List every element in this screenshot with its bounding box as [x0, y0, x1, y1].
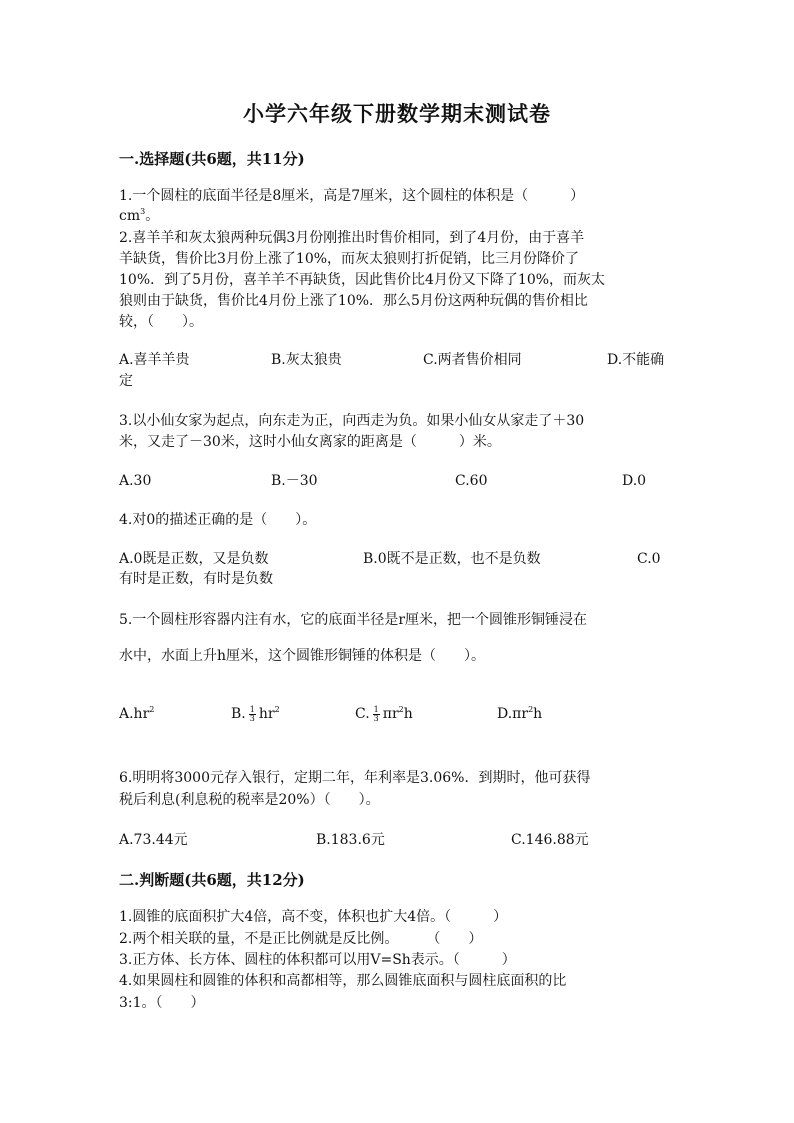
question-5-option-a[interactable] [119, 704, 154, 724]
option-text: D.πr [497, 706, 529, 722]
question-3-line-2: 米，又走了－30米，这时小仙女离家的距离是（ ）米。 [119, 434, 501, 450]
question-4-option-c-continued: 有时是正数，有时是负数 [119, 571, 273, 587]
option-text: hr [258, 706, 275, 722]
judgment-question-3: 3.正方体、长方体、圆柱的体积都可以用V=Sh表示。（ ） [119, 952, 516, 968]
question-2-line-5: 较，（ ）。 [119, 314, 203, 330]
punctuation: 。 [145, 208, 160, 224]
question-2-line-3: 10%．到了5月份，喜羊羊不再缺货，因此售价比4月份又下降了10%，而灰太 [119, 272, 606, 288]
question-2-line-2: 羊缺货，售价比3月份上涨了10%，而灰太狼则打折促销，比三月份降价了 [119, 251, 580, 267]
option-text: h [403, 706, 413, 722]
page-title: 小学六年级下册数学期末测试卷 [243, 101, 551, 126]
question-1-line-2 [119, 206, 159, 226]
question-3-option-d[interactable]: D.0 [622, 473, 647, 489]
unit-text: cm [119, 208, 141, 224]
question-2-option-d-continued: 定 [119, 373, 133, 389]
question-1-line-1: 1.一个圆柱的底面半径是8厘米，高是7厘米，这个圆柱的体积是（ ） [119, 188, 585, 204]
judgment-question-4-line-1: 4.如果圆柱和圆锥的体积和高都相等，那么圆锥底面积与圆柱底面积的比 [119, 973, 567, 989]
fraction [373, 706, 380, 723]
question-3-option-c[interactable]: C.60 [455, 473, 488, 489]
question-4-option-a[interactable]: A.0既是正数，又是负数 [119, 551, 269, 567]
question-3-option-a[interactable]: A.30 [119, 473, 152, 489]
superscript: 3 [140, 207, 146, 216]
question-2-option-d[interactable]: D.不能确 [607, 352, 665, 368]
superscript: 2 [274, 705, 280, 714]
superscript: 2 [528, 705, 534, 714]
fraction [249, 706, 256, 723]
question-6-option-a[interactable]: A.73.44元 [119, 832, 188, 848]
judgment-question-4-line-2: 3:1。（ ） [119, 995, 205, 1011]
question-2-option-b[interactable]: B.灰太狼贵 [271, 352, 342, 368]
question-2-line-4: 狼则由于缺货，售价比4月份上涨了10%．那么5月份这两种玩偶的售价相比 [119, 293, 588, 309]
question-2-line-1: 2.喜羊羊和灰太狼两种玩偶3月份刚推出时售价相同，到了4月份，由于喜羊 [119, 230, 585, 246]
question-2-option-a[interactable]: A.喜羊羊贵 [119, 352, 190, 368]
option-text: C. [355, 706, 370, 722]
question-5-option-c[interactable] [355, 704, 413, 724]
numerator: 1 [249, 704, 255, 714]
option-text: A.hr [119, 706, 150, 722]
superscript: 2 [398, 705, 404, 714]
judgment-question-1: 1.圆锥的底面积扩大4倍，高不变，体积也扩大4倍。（ ） [119, 909, 508, 925]
judgment-question-2: 2.两个相关联的量，不是正比例就是反比例。 （ ） [119, 931, 483, 947]
question-3-option-b[interactable]: B.－30 [271, 473, 318, 489]
option-text: πr [382, 706, 399, 722]
question-5-line-2: 水中，水面上升h厘米，这个圆锥形铜锤的体积是（ ）。 [119, 648, 486, 664]
question-6-line-2: 税后利息(利息税的税率是20%）（ ）。 [119, 792, 380, 808]
option-text: h [533, 706, 543, 722]
question-4-option-c[interactable]: C.0 [637, 551, 661, 567]
section-header-judgment: 二.判断题(共6题，共12分) [119, 871, 305, 889]
question-4-line-1: 4.对0的描述正确的是（ ）。 [119, 512, 317, 528]
numerator: 1 [373, 704, 379, 714]
question-5-option-b[interactable] [231, 704, 280, 724]
question-2-option-c[interactable]: C.两者售价相同 [423, 352, 522, 368]
section-header-choice: 一.选择题(共6题，共11分) [119, 150, 305, 168]
question-5-option-d[interactable] [497, 704, 542, 724]
question-5-line-1: 5.一个圆柱形容器内注有水，它的底面半径是r厘米，把一个圆锥形铜锤浸在 [119, 612, 588, 628]
question-4-option-b[interactable]: B.0既不是正数，也不是负数 [363, 551, 541, 567]
superscript: 2 [149, 705, 155, 714]
question-6-option-c[interactable]: C.146.88元 [511, 832, 589, 848]
question-6-option-b[interactable]: B.183.6元 [316, 832, 385, 848]
question-6-line-1: 6.明明将3000元存入银行，定期二年，年利率是3.06%．到期时，他可获得 [119, 770, 591, 786]
option-text: B. [231, 706, 246, 722]
denominator: 3 [249, 713, 255, 723]
question-3-line-1: 3.以小仙女家为起点，向东走为正，向西走为负。如果小仙女从家走了＋30 [119, 413, 585, 429]
denominator: 3 [373, 713, 379, 723]
